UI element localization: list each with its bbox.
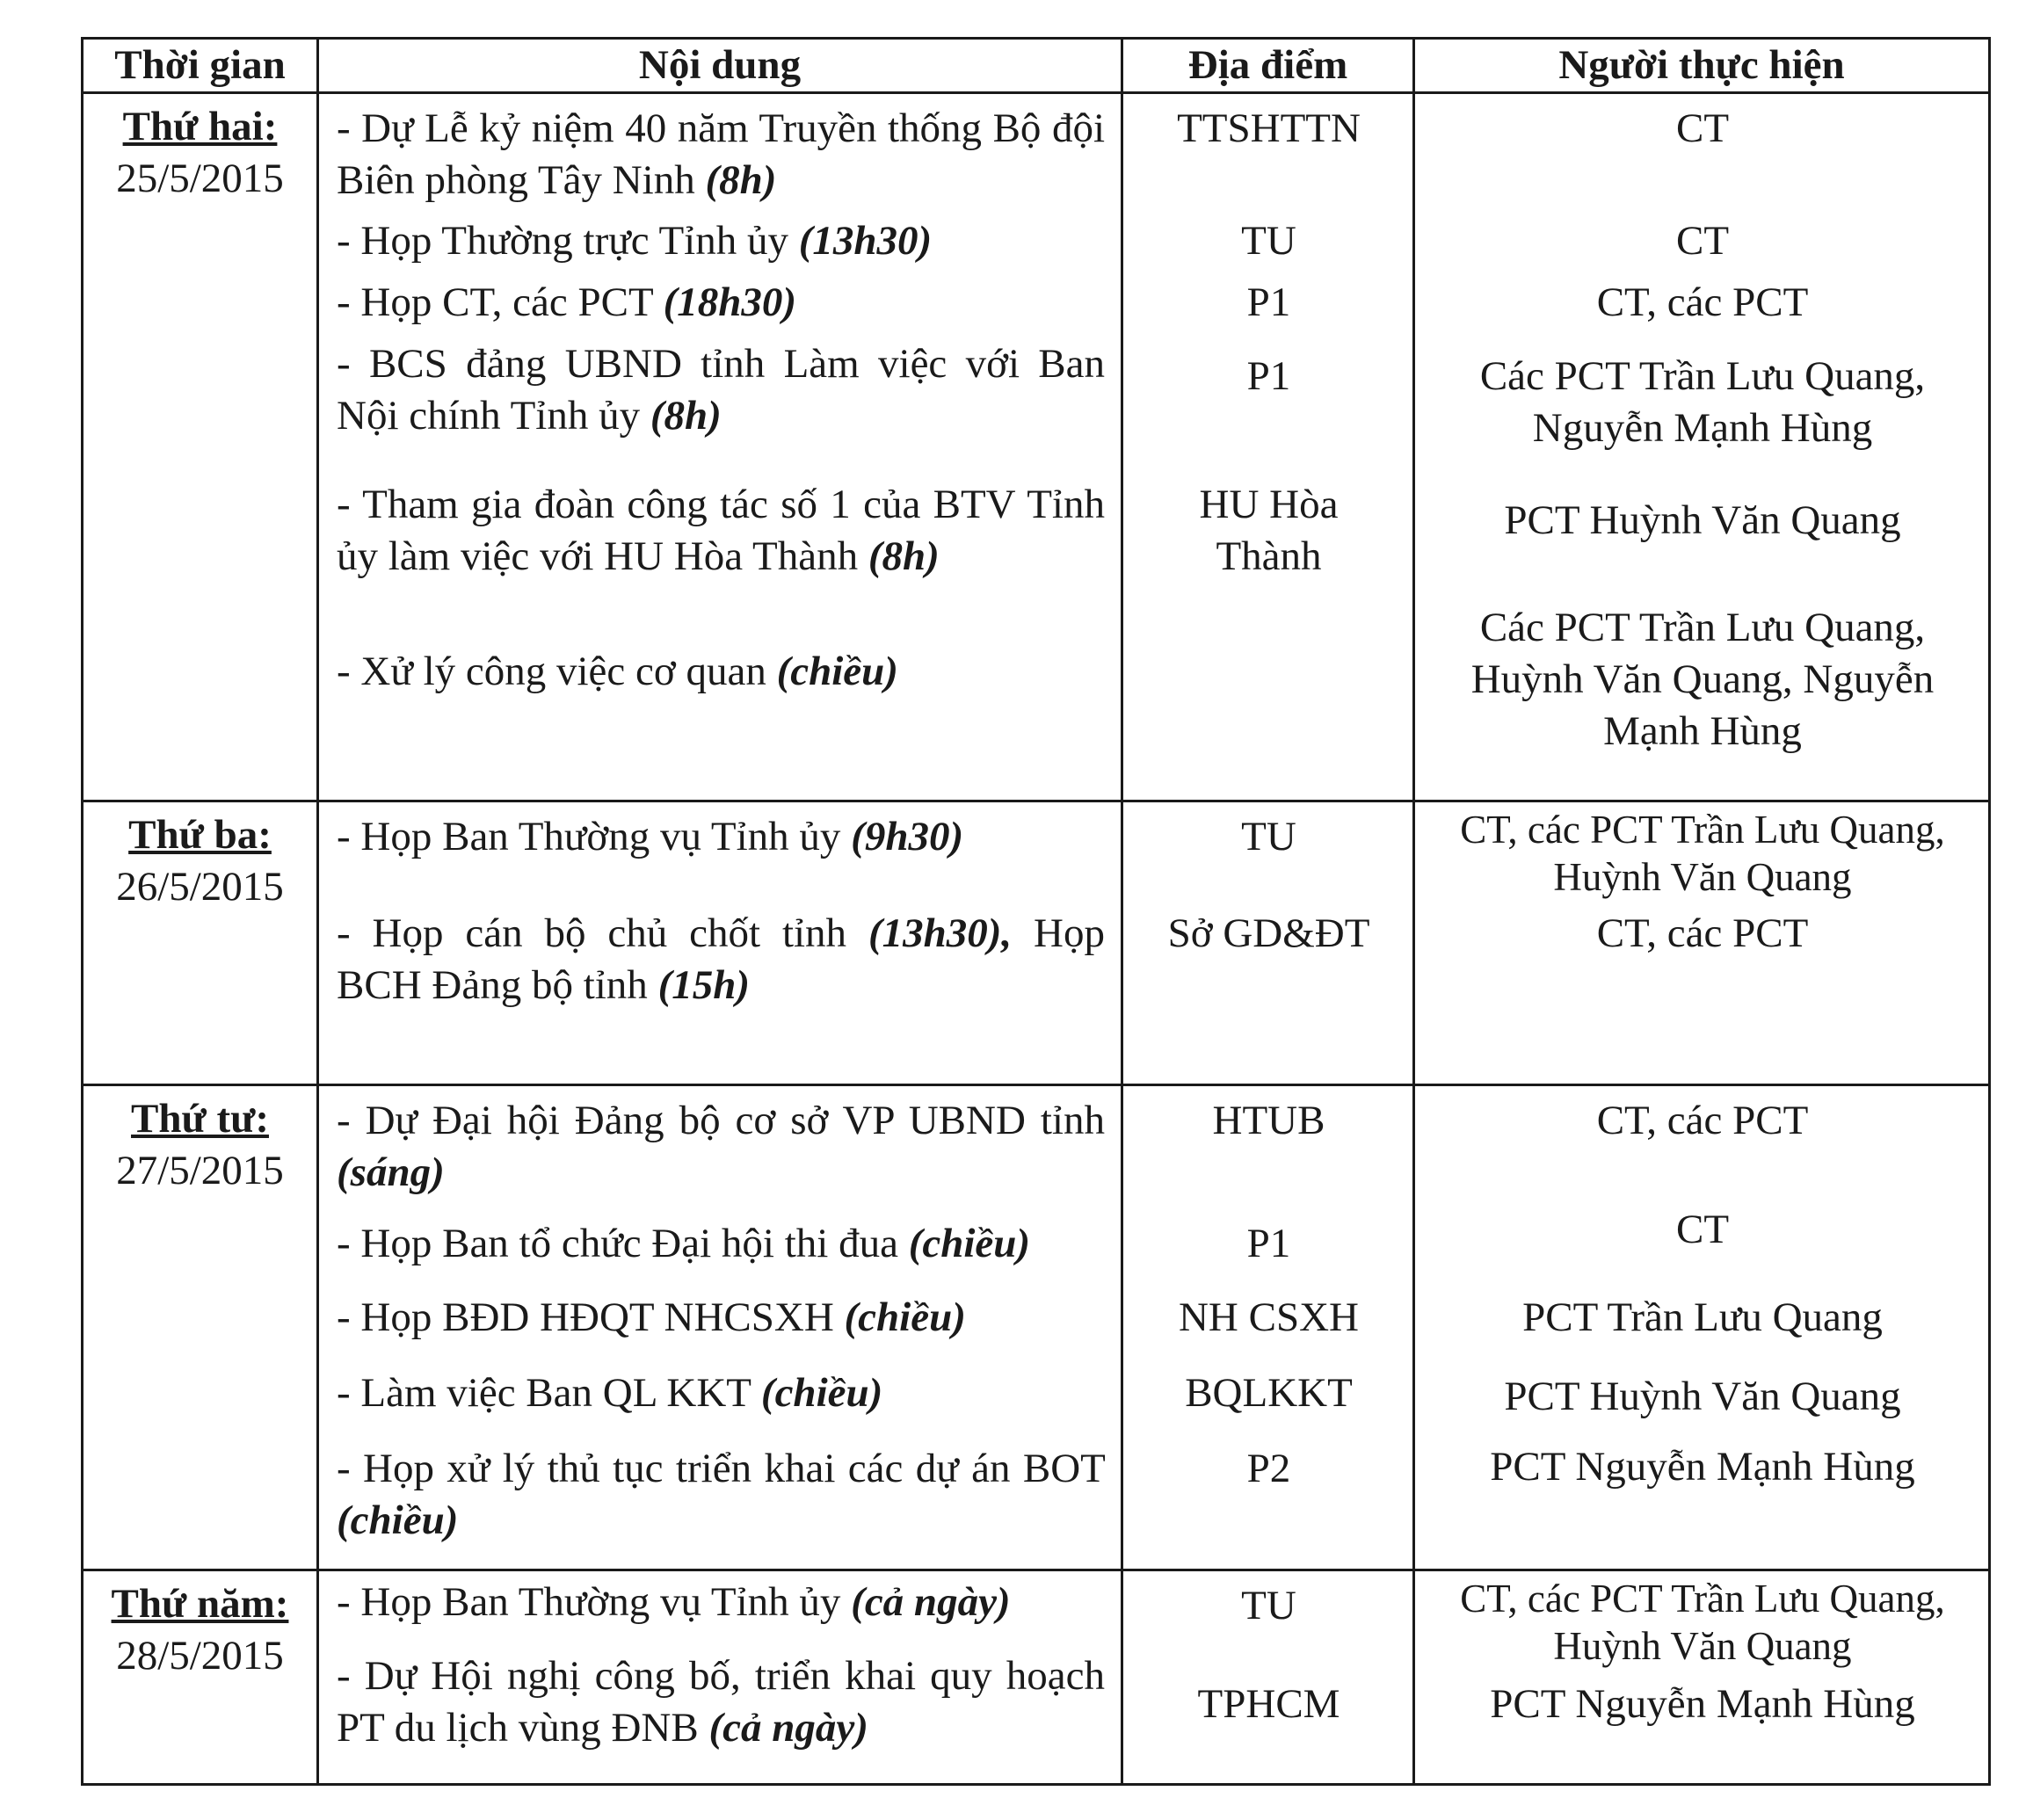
day-name: Thứ tư: [131,1096,269,1142]
day-row-wednesday [83,1085,1990,1570]
content-entry: - Họp CT, các PCT (18h30) [337,279,797,325]
place-entry: P2 [1246,1446,1291,1491]
header-place: Địa điểm [1122,39,1414,93]
place-entry: TTSHTTN [1177,105,1361,151]
person-entry: CT [1675,105,1730,151]
person-entry: PCT Huỳnh Văn Quang [1504,497,1901,543]
place-entry: TU [1241,814,1296,859]
place-entry: P1 [1246,353,1291,399]
person-cell [1414,1085,1990,1570]
person-entry: CT, các PCT Trần Lưu Quang, Huỳnh Văn Quang [1460,1577,1945,1668]
person-cell [1414,801,1990,1085]
person-entry: CT, các PCT [1596,1098,1809,1143]
place-entry: P1 [1246,279,1291,325]
person-entry: CT, các PCT [1596,279,1809,325]
place-entry: P1 [1246,1221,1291,1266]
day-date: 25/5/2015 [116,156,284,201]
content-entry: - Dự Lễ kỷ niệm 40 năm Truyền thống Bộ đội Biên phòng Tây Ninh (8h) [337,105,1105,203]
place-entry: NH CSXH [1178,1294,1359,1340]
day-name: Thứ hai: [122,104,278,149]
person-entry: Các PCT Trần Lưu Quang, Nguyễn Mạnh Hùng [1479,353,1926,451]
content-entry: - Làm việc Ban QL KKT (chiều) [337,1370,883,1416]
person-entry: PCT Trần Lưu Quang [1522,1294,1883,1340]
place-entry: TPHCM [1197,1681,1340,1727]
content-entry: - Tham gia đoàn công tác số 1 của BTV Tỉnh ủy làm việc với HU Hòa Thành (8h) [337,482,1105,579]
day-date: 26/5/2015 [116,864,284,910]
header-row [83,39,1990,93]
person-entry: CT, các PCT [1596,910,1809,956]
day-cell [83,1085,318,1570]
content-entry: - Dự Đại hội Đảng bộ cơ sở VP UBND tỉnh (sáng) [337,1098,1105,1195]
place-cell [1122,801,1414,1085]
person-entry: Các PCT Trần Lưu Quang, Huỳnh Văn Quang, Nguyễn Mạnh Hùng [1470,605,1935,754]
content-entry: - Họp Ban Thường vụ Tỉnh ủy (9h30) [337,814,964,859]
content-entry: - Họp cán bộ chủ chốt tỉnh (13h30), Họp BCH Đảng bộ tỉnh (15h) [337,910,1105,1008]
place-entry: HU Hòa Thành [1199,482,1339,579]
day-date: 27/5/2015 [116,1148,284,1193]
content-cell [318,1085,1122,1570]
place-entry: TU [1241,218,1296,264]
place-entry: TU [1241,1583,1296,1628]
person-cell [1414,93,1990,801]
day-cell [83,1570,318,1785]
content-cell [318,801,1122,1085]
place-entry: HTUB [1212,1098,1325,1143]
content-cell [318,93,1122,801]
place-cell [1122,1570,1414,1785]
header-content: Nội dung [318,39,1122,93]
place-entry: BQLKKT [1185,1370,1353,1416]
content-entry: - Họp xử lý thủ tục triển khai các dự án BOT (chiều) [337,1446,1105,1543]
person-entry: CT [1675,218,1730,264]
day-row-tuesday [83,801,1990,1085]
person-entry: PCT Nguyễn Mạnh Hùng [1490,1681,1915,1727]
content-entry: - Xử lý công việc cơ quan (chiều) [337,649,898,694]
content-cell [318,1570,1122,1785]
content-entry: - Dự Hội nghị công bố, triển khai quy hoạch PT du lịch vùng ĐNB (cả ngày) [337,1653,1105,1751]
day-cell [83,93,318,801]
content-entry: - BCS đảng UBND tỉnh Làm việc với Ban Nội chính Tỉnh ủy (8h) [337,341,1105,439]
header-time: Thời gian [83,39,318,93]
person-entry: CT [1675,1207,1730,1252]
person-cell [1414,1570,1990,1785]
content-entry: - Họp Ban tổ chức Đại hội thi đua (chiều) [337,1221,1031,1266]
day-name: Thứ năm: [111,1581,289,1627]
place-cell [1122,93,1414,801]
content-entry: - Họp Ban Thường vụ Tỉnh ủy (cả ngày) [337,1579,1011,1625]
day-cell [83,801,318,1085]
person-entry: CT, các PCT Trần Lưu Quang, Huỳnh Văn Quang [1460,808,1945,899]
day-name: Thứ ba: [128,812,272,858]
content-entry: - Họp Thường trực Tỉnh ủy (13h30) [337,218,933,264]
weekly-schedule-table [81,37,1991,1786]
person-entry: PCT Nguyễn Mạnh Hùng [1490,1444,1915,1490]
day-row-monday [83,93,1990,801]
day-date: 28/5/2015 [116,1633,284,1679]
day-row-thursday [83,1570,1990,1785]
person-entry: PCT Huỳnh Văn Quang [1504,1374,1901,1419]
header-person: Người thực hiện [1414,39,1990,93]
content-entry: - Họp BĐD HĐQT NHCSXH (chiều) [337,1294,966,1340]
place-entry: Sở GD&ĐT [1167,910,1370,956]
place-cell [1122,1085,1414,1570]
